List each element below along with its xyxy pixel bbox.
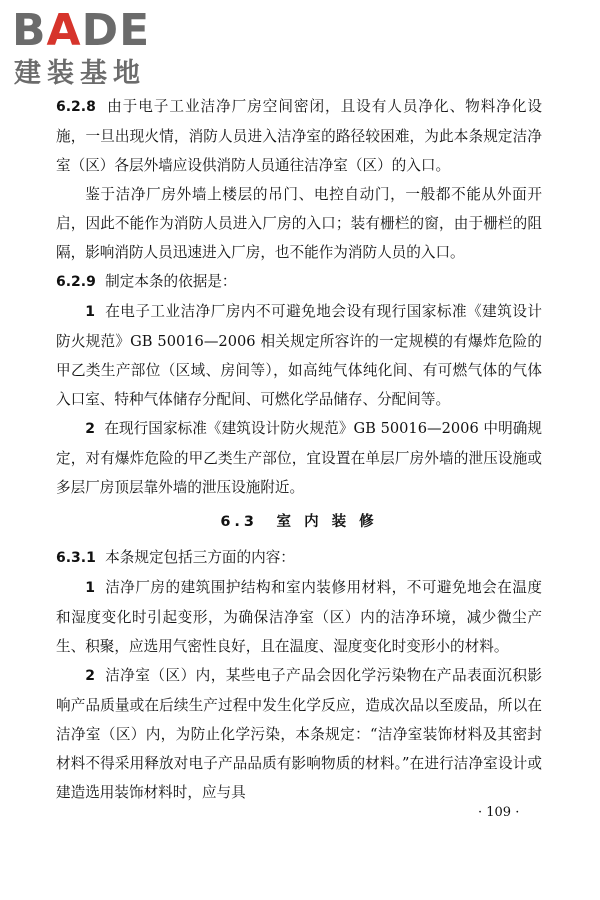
clause-6-2-8 [56,92,542,180]
clause-number: 6.2.8 [56,99,96,115]
clause-number: 6.3.1 [56,550,96,566]
page-number: · 109 · [478,805,520,820]
clause-text: 由于电子工业洁净厂房空间密闭，且设有人员净化、物料净化设施，一旦出现火情，消防人员进入洁净室的路径较困难，为此本条规定洁净室（区）各层外墙应设供消防人员通往洁净室（区）的入口。 [56,98,542,174]
item-text: 洁净室（区）内，某些电子产品会因化学污染物在产品表面沉积影响产品质量或在后续生产过程中发生化学反应，造成次品以至废品，所以在洁净室（区）内，为防止化学污染，本条规定：“洁净室装饰材料及其密封材料不得采用释放对电子产品品质有影响物质的材料。”在进行洁净室设计或建造选用装饰材料时，应与具 [56,667,542,801]
item-number: 1 [85,304,95,320]
clause-text: 制定本条的依据是： [105,273,237,290]
clause-6-2-9-item-2 [56,414,542,502]
clause-6-2-9-item-1 [56,297,542,414]
clause-number: 6.2.9 [56,274,96,290]
clause-6-3-1 [56,543,542,573]
section-title: 6.3 室 内 装 修 [220,514,378,530]
clause-6-3-1-item-1 [56,573,542,661]
item-number: 2 [85,421,95,437]
item-text: 在电子工业洁净厂房内不可避免地会设有现行国家标准《建筑设计防火规范》GB 50016—2006 相关规定所容许的一定规模的有爆炸危险的甲乙类生产部位（区域、房间等），如高纯气体纯化间、有可燃气体的气体入口室、特种气体储存分配间、可燃化学品储存、分配间等。 [56,303,542,408]
clause-text: 本条规定包括三方面的内容： [105,549,295,566]
clause-6-2-9 [56,267,542,297]
item-number: 2 [85,668,95,684]
document-body [56,92,542,807]
logo-wordmark: BADE [12,5,151,56]
item-text: 洁净厂房的建筑围护结构和室内装修用材料，不可避免地会在温度和湿度变化时引起变形，为确保洁净室（区）内的洁净环境，减少微尘产生、积聚，应选用气密性良好，且在温度、湿度变化时变形小的材料。 [56,579,542,655]
logo-subtitle: 建装基地 [14,58,146,89]
bade-logo [12,6,182,96]
item-text: 在现行国家标准《建筑设计防火规范》GB 50016—2006 中明确规定，对有爆炸危险的甲乙类生产部位，宜设置在单层厂房外墙的泄压设施或多层厂房顶层靠外墙的泄压设施附近。 [56,420,542,496]
item-number: 1 [85,580,95,596]
clause-6-2-8-paragraph-2: 鉴于洁净厂房外墙上楼层的吊门、电控自动门，一般都不能从外面开启，因此不能作为消防人员进入厂房的入口；装有栅栏的窗，由于栅栏的阻隔，影响消防人员迅速进入厂房，也不能作为消防人员的入口。 [56,186,542,261]
clause-6-3-1-item-2 [56,661,542,807]
